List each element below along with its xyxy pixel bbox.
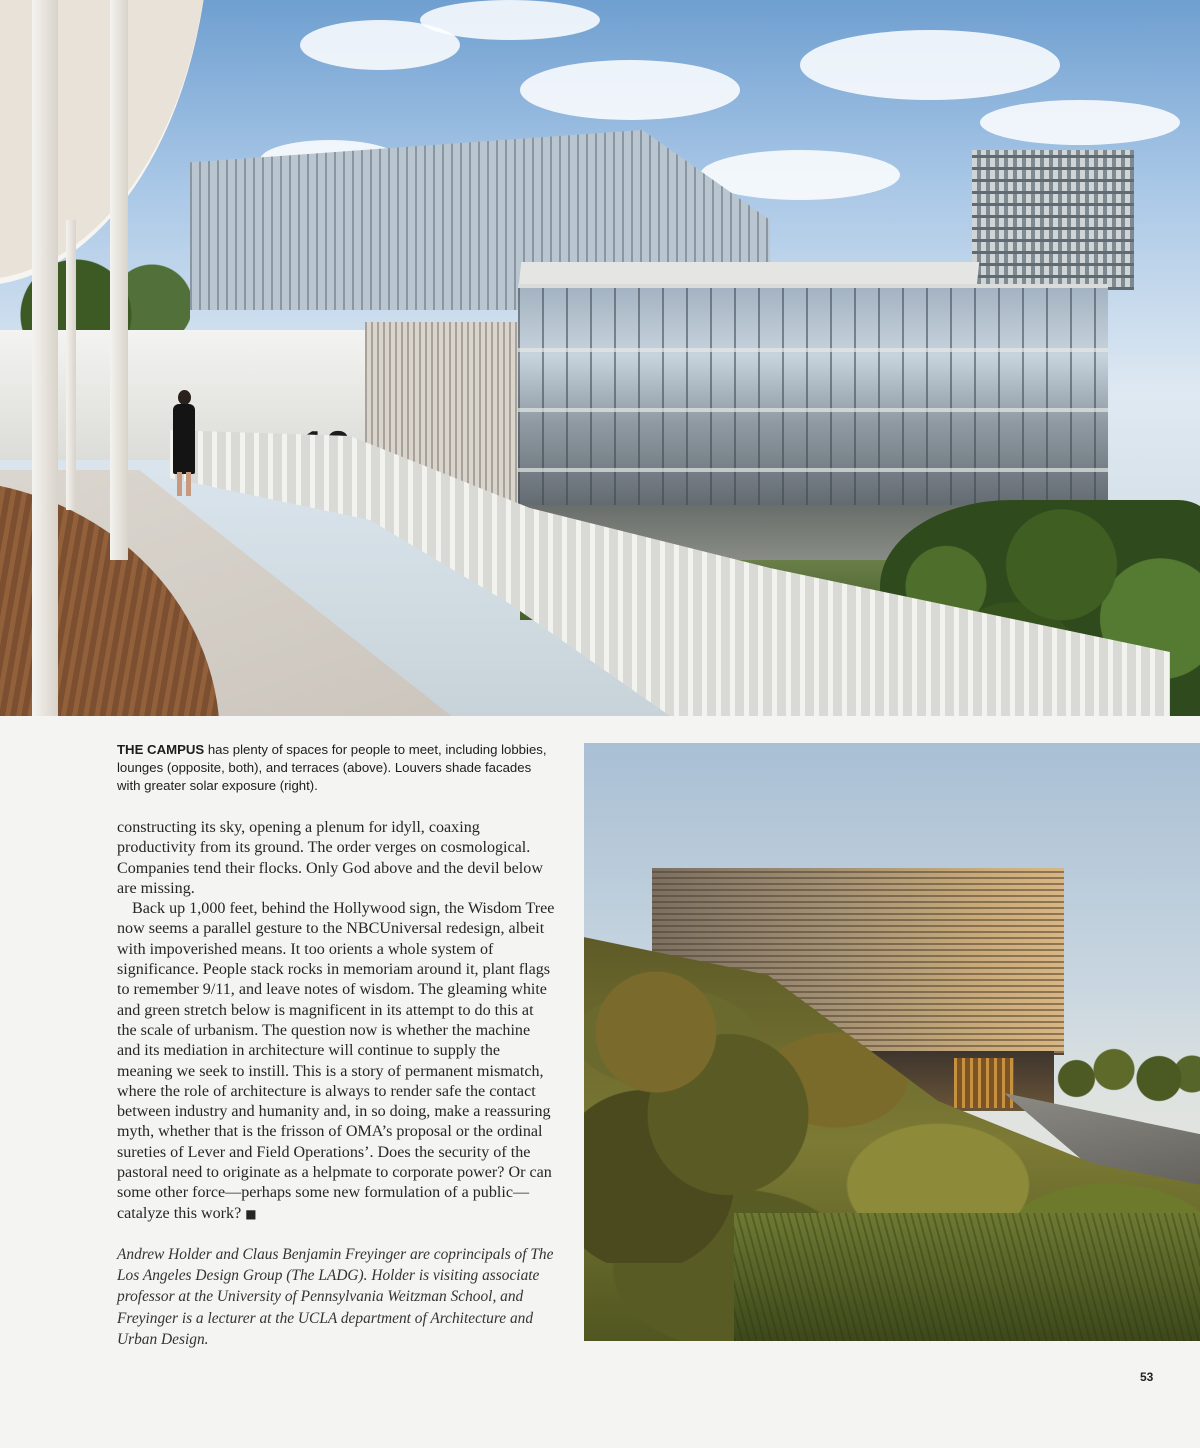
walking-person [170,390,198,500]
article-paragraph [117,899,557,1224]
right-photo [584,743,1200,1341]
article-paragraph: constructing its sky, opening a plenum for idyll, coaxing productivity from its ground. The order verges on cosmological. Companies tend their flocks. Only God above and the devil below are missing. [117,819,543,897]
caption-text: has plenty of spaces for people to meet, including lobbies, lounges (opposite, both), and terraces (above). Louvers shade facades with greater solar exposure (right). [117,742,547,793]
author-bio: Andrew Holder and Claus Benjamin Freyinger are coprincipals of The Los Angeles Design Group (The LADG). Holder is visiting associate professor at the University of Pennsylvania Weitzman School, and Freyinger is a lecturer at the UCLA department of Architecture and Urban Design. [117,1246,554,1348]
palm-trees [1054,1038,1200,1128]
article-body [117,818,557,1224]
end-mark: ■ [245,1206,257,1221]
article-paragraph-text: Back up 1,000 feet, behind the Hollywood sign, the Wisdom Tree now seems a parallel gesture to the NBCUniversal redesign, albeit with impoverished means. It too orients a whole system of significance. People stack rocks in memoriam around it, plant flags to remember 9/11, and leave notes of wisdom. The gleaming white and green stretch below is magnificent in its attempt to do this at the scale of urbanism. The question now is whether the machine and its mediation in architecture will continue to supply the meaning we seek to instill. This is a story of permanent mismatch, where the role of architecture is always to render safe the contact between industry and humanity and, in so doing, make a reassuring myth, whether that is the frisson of OMA’s proposal or the ordinal sureties of Lever and Field Operations’. Does the security of the pastoral need to originate as a helpmate to corporate power? Or can some other force—perhaps some new formulation of a public—catalyze this work? [117,900,555,1222]
page-number: 53 [1140,1370,1154,1384]
lit-facade [954,1058,1014,1108]
floor-band [518,348,1108,352]
highrise-building [972,150,1134,290]
floor-band [518,468,1108,472]
cloud [980,100,1180,145]
floor-band [518,408,1108,412]
column [66,220,76,510]
cloud [520,60,740,120]
glass-office-building [518,284,1108,513]
caption-lead: THE CAMPUS [117,742,205,757]
cloud [420,0,600,40]
column [110,0,128,560]
top-photo [0,0,1200,716]
photo-caption [117,741,547,795]
column [32,0,58,716]
cloud [800,30,1060,100]
grasses [734,1213,1200,1341]
roof-slab [519,262,980,286]
